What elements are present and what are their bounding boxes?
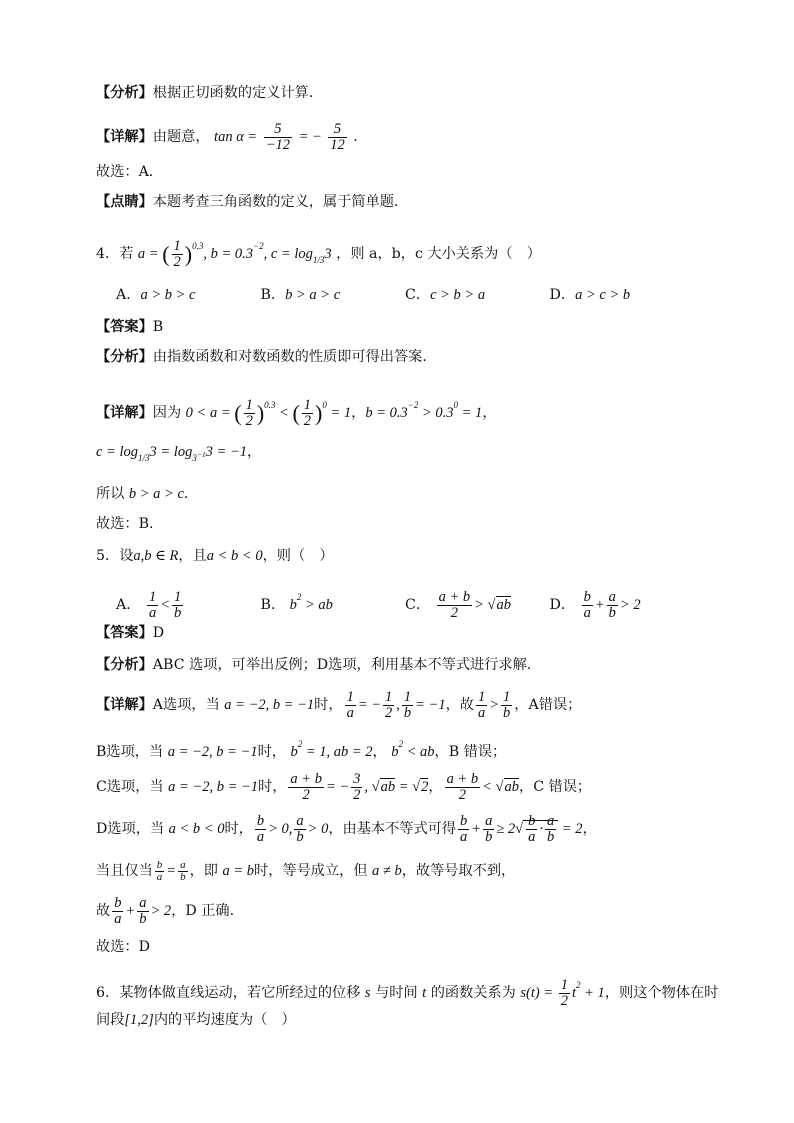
q4-detail-math1: 0 < a = ( $\frac{1}{2}$ )$^{0.3}$ < ( $\frac{1}{2}$ )$^0$ = 1 [185, 397, 352, 430]
q5-detail-c: C选项，当 a = −2, b = −1时， $\frac{a + b}{2}$ = − $\frac{3}{2}$ , √ab = √2， $\frac{a + b}{2}$ < √ab，C 错误； [96, 771, 592, 804]
q4-option-c: C．c > b > a [405, 287, 486, 303]
q3-analysis-line [96, 83, 714, 103]
q4-option-d: D．a > c > b [549, 287, 631, 303]
q5-detail-a: 【详解】A选项，当 a = −2, b = −1时， $\frac{1}{a}$ = − $\frac{1}{2}$ , $\frac{1}{b}$ = −1，故 $\frac{1}{a}$ > $\frac{1}{b}$ ，A错误； [96, 689, 582, 722]
q5-option-a: A． $\frac{1}{a}$ < $\frac{1}{b}$ [116, 589, 182, 622]
q5-detail-d: D选项，当 a < b < 0时， $\frac{b}{a}$ > 0, $\frac{a}{b}$ > 0，由基本不等式可得 $\frac{b}{a}$ + $\frac{a}{b}$ ≥ 2√ $\frac{b}{a}$ · $\frac{a}{b}$ = 2， [96, 813, 597, 846]
comment-text: 本题考查三角函数的定义，属于简单题． [152, 194, 409, 210]
analysis-text: 由指数函数和对数函数的性质即可得出答案. [152, 349, 427, 365]
q5-condition: a < b < 0 [206, 548, 263, 564]
comment-tag: 【点睛】 [96, 194, 153, 210]
q5-option-d: D． $\frac{b}{a}$ + $\frac{a}{b}$ > 2 [549, 589, 641, 622]
q4-answer-text: 故选：B. [96, 516, 154, 532]
fraction-2: $\frac{5}{12}$ [330, 120, 345, 153]
q5-detail-d2: 当且仅当 $\frac{b}{a}$ = $\frac{a}{b}$ ，即 a = b时，等号成立，但 a ≠ b，故等号取不到， [96, 859, 516, 884]
q5-stem-math: a,b ∈ R [133, 548, 179, 564]
q5-options [116, 582, 734, 621]
period: ． [353, 129, 368, 145]
q4-answer [96, 317, 714, 337]
q5-stem: 5．设a,b ∈ R，且a < b < 0，则（ ） [96, 548, 334, 564]
q5-analysis: 【分析】ABC 选项，可举出反例；D选项，利用基本不等式进行求解. [96, 657, 532, 673]
equals-minus: = − [298, 129, 322, 145]
answer-tag: 【答案】 [96, 319, 153, 335]
detail-text: 因为 [152, 405, 186, 421]
q3-comment-line [96, 192, 714, 212]
q4-detail-line1: 【详解】因为 0 < a = ( $\frac{1}{2}$ )$^{0.3}$ < ( $\frac{1}{2}$ )$^0$ = 1，$b = 0.3^{-2} > 0.3^0 = 1$， [96, 397, 497, 430]
detail-tag: 【详解】 [96, 129, 153, 145]
analysis-text: 根据正切函数的定义计算． [152, 85, 324, 101]
q4-analysis [96, 347, 714, 367]
q4-stem-math: a = ( $\frac{1}{2}$ )$^{0.3}$, $b = 0.3^{-2}$, $c = \log_{1/3}3$ [137, 238, 332, 271]
fraction-1: $\frac{5}{-12}$ [265, 120, 291, 153]
q5-detail-b: B选项，当 a = −2, b = −1时， $b^2 = 1$, ab = 2， $b^2$ < ab，B 错误； [96, 739, 507, 760]
q4-option-b: B．b > a > c [260, 287, 341, 303]
detail-text: 由题意， [152, 129, 210, 145]
q4-detail-line3: 所以 b > a > c. [96, 486, 189, 502]
q4-prefix: 4．若 [96, 246, 134, 262]
q4-suffix: ，则 a，b，c 大小关系为（ ） [336, 246, 541, 262]
detail-tag: 【详解】 [96, 405, 153, 421]
q4-detail-line2: $c = \log_{1/3}3 = \log_{3^{-1}}3 = -1$， [96, 444, 262, 463]
q5-option-c: C． $\frac{a + b}{2}$ > √ab [405, 589, 512, 622]
q5-detail-d3: 故 $\frac{b}{a}$ + $\frac{a}{b}$ > 2，D 正确. [96, 895, 235, 928]
analysis-tag: 【分析】 [96, 349, 153, 365]
q6-stem-line1: 6．某物体做直线运动，若它所经过的位移 s 与时间 t 的函数关系为 s(t) = $\frac{1}{2}$ $t^2 + 1$，则这个物体在时 [96, 977, 719, 1010]
q4-detail-math2: $b = 0.3^{-2} > 0.3^0 = 1$ [365, 400, 483, 421]
q4-options [116, 284, 734, 306]
analysis-tag: 【分析】 [96, 85, 153, 101]
q4-option-a: A．a > b > c [116, 287, 196, 303]
q5-answer-text: 故选：D [96, 939, 150, 955]
q5-answer: 【答案】D [96, 625, 165, 641]
q3-answer-line: 故选：A． [96, 164, 163, 180]
q4-stem [96, 229, 714, 277]
tan-expression: tan α = [214, 129, 258, 145]
q6-stem-line2: 间段[1,2]内的平均速度为（ ） [96, 1012, 296, 1028]
answer-value: B [152, 319, 164, 335]
q5-option-b: B． $b^2$ > ab [260, 592, 333, 613]
q3-detail-line [96, 120, 714, 154]
